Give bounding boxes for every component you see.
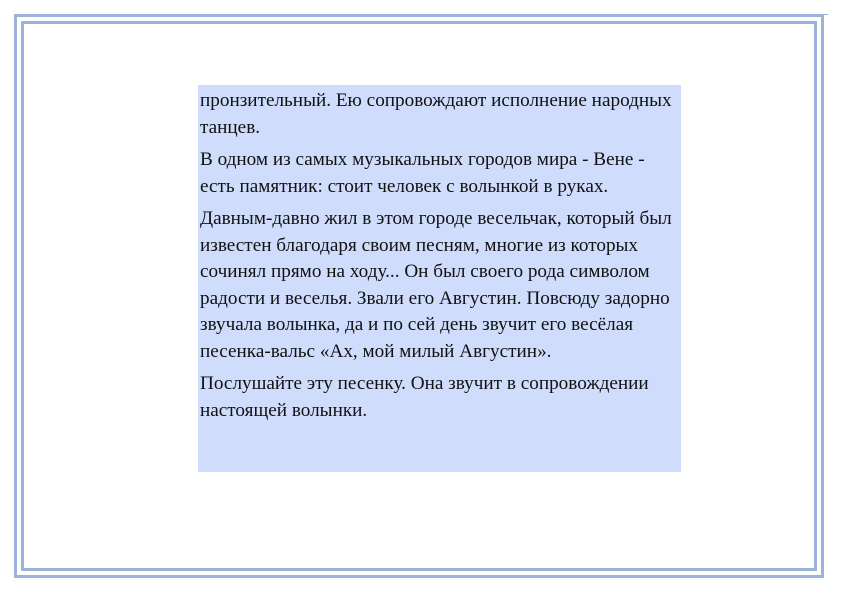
paragraph-1: пронзительный. Ею сопровождают исполнение народных танцев. bbox=[200, 90, 672, 138]
frame-corner-detail bbox=[824, 14, 828, 19]
paragraph-3: Давным-давно жил в этом городе весельчак, который был известен благодаря своим песням, многие из которых сочинял прямо на ходу... Он был своего рода символом радости и веселья. Звали его Августин. Повсюду задорно звучала волынка, да и по сей день звучит его весёлая песенка-вальс «Ах, мой милый Августин». bbox=[200, 208, 672, 362]
text-block bbox=[198, 85, 681, 472]
paragraph-4: Послушайте эту песенку. Она звучит в сопровождении настоящей волынки. bbox=[200, 373, 649, 421]
paragraph-2: В одном из самых музыкальных городов мира - Вене - есть памятник: стоит человек с волынкой в руках. bbox=[200, 149, 645, 197]
